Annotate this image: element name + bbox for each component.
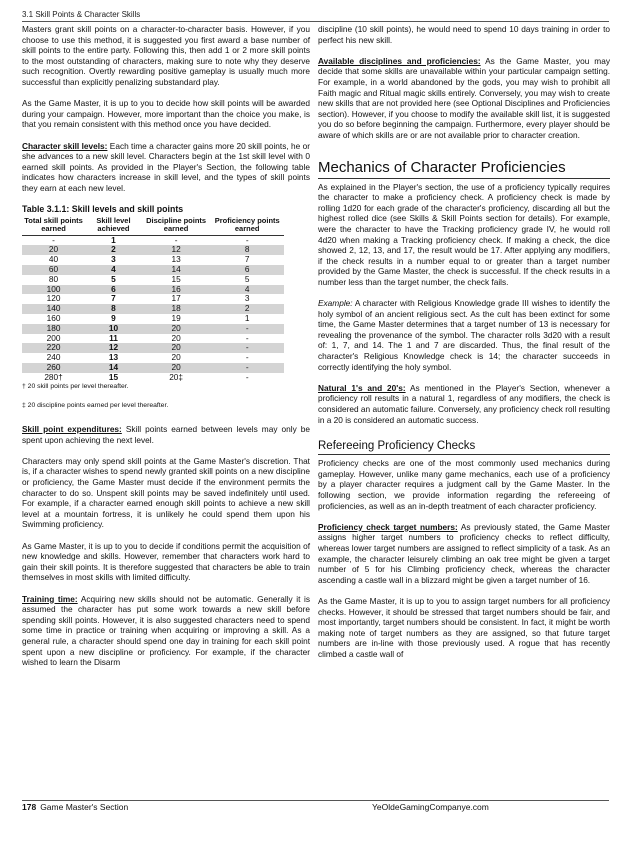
paragraph-text: Acquiring new skills should not be automatic. Generally it is assumed the character has put some work towards a new skill before spending skill points. However, it is also suggested characters need to spend some time in practice or training when acquiring or improving a skill. As a general rule, a character should spend one day in training for each skill point spent upon a new discipline or proficiency. For example, if the character wished to learn the Disarm [22, 593, 311, 668]
table-cell: 5 [111, 273, 116, 284]
table-footnote: ‡ 20 discipline points earned per level thereafter. [22, 401, 169, 409]
table-cell: 9 [111, 313, 116, 324]
paragraph: As the Game Master, it is up to you to decide how skill points will be awarded during your campaign. However, more important than the choice you make, is that you remain consistent with this method once you have decided. [22, 98, 310, 130]
left-column [22, 24, 310, 678]
table-row [22, 324, 284, 334]
table-cell: 4 [210, 285, 284, 295]
paragraph [22, 594, 310, 668]
paragraph-text: As mentioned in the Player's Section, whenever a proficiency roll results in a natural 1, regardless of any modifiers, the check is considered an automatic failure. Conversely, any proficiency check roll resulting in a 20 is considered an automatic success. [318, 382, 610, 425]
table-cell: 4 [85, 265, 142, 275]
table-cell: 6 [85, 285, 142, 295]
table-cell: 13 [171, 254, 181, 265]
table-cell: 20 [142, 343, 211, 353]
table-cell: 20 [142, 363, 211, 373]
paragraph-text: Skill points earned between levels may only be spent upon achieving the next level. [22, 424, 310, 445]
table-cell: - [52, 234, 55, 245]
table-cell: 180 [22, 324, 85, 334]
table-cell: 20 [22, 245, 85, 255]
table-cell: - [245, 352, 249, 363]
paragraph: As the Game Master, it is up to you to assign target numbers for all proficiency checks. However, it should be stressed that target numbers should be fair, and most importantly, target numbers should be consistent. In fact, it might be worth making note of target numbers as they are assigned, so that future target numbers are in-line with those previously used. A rogue that has recently climbed a castle wall of [318, 595, 610, 659]
run-in-heading: Proficiency check target numbers: [318, 521, 458, 532]
table-row [22, 353, 284, 363]
table-cell: 240 [46, 352, 61, 363]
run-in-heading: Training time: [22, 593, 78, 604]
column-header: Discipline points earned [142, 216, 211, 236]
paragraph: discipline (10 skill points), he would need to spend 10 days training in order to perfect his new skill. [318, 24, 610, 45]
run-in-heading: Example: [318, 298, 353, 309]
header-rule [22, 21, 609, 22]
page-number: 178 [22, 802, 37, 812]
table-cell: - [210, 324, 284, 334]
table-row [22, 314, 284, 324]
paragraph [22, 424, 310, 445]
footer-website: YeOldeGamingCompanye.com [372, 802, 489, 812]
run-in-heading: Character skill levels: [22, 140, 108, 151]
table-title: Table 3.1.1: Skill levels and skill points [22, 204, 184, 215]
table-cell: 280† [44, 371, 63, 382]
paragraph [318, 298, 610, 372]
table-cell: - [210, 343, 284, 353]
running-header: 3.1 Skill Points & Character Skills [22, 10, 141, 19]
table-cell: 12 [142, 245, 211, 255]
table-cell: 11 [109, 332, 118, 343]
table-footnote: † 20 skill points per level thereafter. [22, 382, 129, 390]
table-cell: 60 [22, 265, 85, 275]
table-cell: 15 [171, 273, 181, 284]
table-cell: 3 [111, 254, 116, 265]
table-cell: 20 [171, 332, 181, 343]
table-cell: 14 [85, 363, 142, 373]
table-cell: 3 [244, 293, 250, 304]
table-cell: 2 [210, 304, 284, 314]
table-notes [22, 383, 310, 410]
paragraph: Masters grant skill points on a character-to-character basis. However, if you choose to use this method, it is suggested you first award a base number of skill points to the entire party. Following this, then add 1 or 2 more skill points to the most outstanding of characters, making sure to note why they deserve such recognition. Overtly rewarding positive gameplay is usually much more successful than explicitly penalizing substandard play. [22, 24, 310, 87]
paragraph-text: A character with Religious Knowledge grade III wishes to identify the holy symbol of an ancient religious sect. As the cult has been extinct for some time, the Game Master determines that a target number of 13 is necessary for revealing the provenance of the symbol. The character rolls 3d20 with a result of: 1, 7, and 14. The 1 and 7 are discarded. Thus, the final result of the character's Religious Knowledge check is 14; the character succeeds in correctly identifying the holy symbol. [318, 298, 610, 372]
table-cell: 8 [85, 304, 142, 314]
footer-section: Game Master's Section [40, 802, 129, 812]
table-cell: 15 [108, 371, 119, 382]
table-cell: 20 [171, 352, 181, 363]
table-cell: - [245, 332, 249, 343]
table-cell: 20 [142, 324, 211, 334]
paragraph [318, 522, 610, 586]
table-cell: 7 [244, 254, 250, 265]
run-in-heading: Available disciplines and proficiencies: [318, 55, 481, 66]
table-cell: 7 [111, 293, 116, 304]
table-cell: 80 [48, 273, 59, 284]
table-cell: 8 [210, 245, 284, 255]
table-cell: 16 [142, 285, 211, 295]
table-row [22, 373, 284, 383]
table-cell: 12 [85, 343, 142, 353]
table-row [22, 334, 284, 344]
paragraph: Proficiency checks are one of the most commonly used mechanics during gameplay. However, unlike many game mechanics, each use of a proficiency by a player character requires a judgment call by the Game Master. In the following section, we provide information regarding the refereeing of proficiencies, as well as an in-depth treatment of each character proficiency. [318, 458, 610, 511]
paragraph: Characters may only spend skill points at the Game Master's discretion. That is, if a character wishes to spend newly granted skill points on a new discipline or proficiency, the Game Master must decide if the environment permits the character to do so. Unspent skill points may be saved indefinitely until used. For example, if a character earned enough skill points to achieve a new skill level at a mountain fortress, it is unlikely he could spend them upon his Swimming proficiency. [22, 455, 310, 530]
table-cell: 200 [46, 332, 61, 343]
table-cell: 14 [142, 265, 211, 275]
section-heading: Mechanics of Character Proficiencies [318, 159, 610, 179]
table-cell: 1 [111, 234, 116, 245]
table-cell: 10 [85, 324, 142, 334]
section-heading: Refereeing Proficiency Checks [318, 439, 610, 455]
paragraph-text: As the Game Master, you may decide that some skills are unavailable within your particular campaign setting. For example, in a world abandoned by the gods, you may wish to prohibit all Faith magic and Ritual magic skills entirely. Conversely, you may wish to create new skills that are not provided here (see Optional Disciplines and Proficiencies section). However, if you choose to modify the available skill list, it is suggested you do so before beginning the campaign. Furthermore, every player should be aware of which skills are or are not available prior to character creation. [318, 55, 610, 140]
run-in-heading: Skill point expenditures: [22, 424, 122, 435]
table-cell: 40 [48, 254, 59, 265]
table-cell: - [245, 234, 249, 245]
table-cell: 19 [171, 313, 181, 324]
table-cell: 100 [22, 285, 85, 295]
paragraph [318, 383, 610, 425]
table-cell: - [174, 234, 178, 245]
paragraph [22, 141, 310, 194]
table-cell: 1 [244, 313, 250, 324]
page-footer [22, 800, 609, 812]
table-row [22, 343, 284, 353]
column-header: Total skill points earned [22, 216, 85, 236]
table-cell: - [245, 371, 249, 382]
skill-levels-table [22, 216, 284, 383]
table-cell: 17 [171, 293, 181, 304]
table-header-row [22, 216, 284, 236]
paragraph [318, 56, 610, 141]
paragraph-text: As previously stated, the Game Master assigns higher target numbers to proficiency checks to reflect difficulty, whereas lower target numbers are assigned to reflect simplicity of a task. As an example, the character leisurely climbing an oak tree might be given a target number of 5 for his Climbing proficiency check, whereas the character ascending a castle wall in a blizzard might be given a target number of 16. [318, 521, 610, 585]
table-cell: 160 [46, 313, 61, 324]
right-column [318, 24, 610, 670]
table-cell: 140 [22, 304, 85, 314]
table-cell: 120 [46, 293, 61, 304]
table-cell: 220 [22, 343, 85, 353]
table-cell: - [210, 363, 284, 373]
table-cell: 2 [85, 245, 142, 255]
column-header: Skill level achieved [85, 216, 142, 236]
table-cell: 18 [142, 304, 211, 314]
column-header: Proficiency points earned [210, 216, 284, 236]
table-cell: 20‡ [169, 371, 184, 382]
table-body [22, 235, 284, 382]
table-cell: 13 [108, 352, 119, 363]
table-cell: 5 [244, 273, 250, 284]
table-cell: 260 [22, 363, 85, 373]
run-in-heading: Natural 1's and 20's: [318, 382, 406, 393]
paragraph: As explained in the Player's section, the use of a proficiency typically requires the character to make a proficiency check. A proficiency check is made by rolling 1d20 for each grade of the character's proficiency, discarding all but the highest rolled dice (see Skills & Skill Points section for details). For example, were the character to have the Tracking proficiency grade IV, he would roll 4d20 when making a Tracking proficiency check. If making a check, the dice showed 2, 12, 13, and 17, the result would be 17. After applying any modifiers, if the check results in a number equal to or greater than a target number provided by the Game Master, the check is successful. If the check results in a number less than the target number, the check fails. [318, 181, 610, 287]
paragraph-text: Each time a character gains more 20 skill points, he or she advances to a new skill level. Characters begin at the 1st skill level with 0 earned skill points. As provided in the Player's Section, the following table indicates how characters increase in skill level, and the types of skill points they earn at each new level. [22, 140, 310, 193]
paragraph: As Game Master, it is up to you to decide if conditions permit the acquisition of new knowledge and skills. However, remember that characters work hard to gain their skill points. It is therefore suggested that characters be able to train themselves in most skills with limited difficulty. [22, 540, 310, 583]
table-cell: 6 [210, 265, 284, 275]
